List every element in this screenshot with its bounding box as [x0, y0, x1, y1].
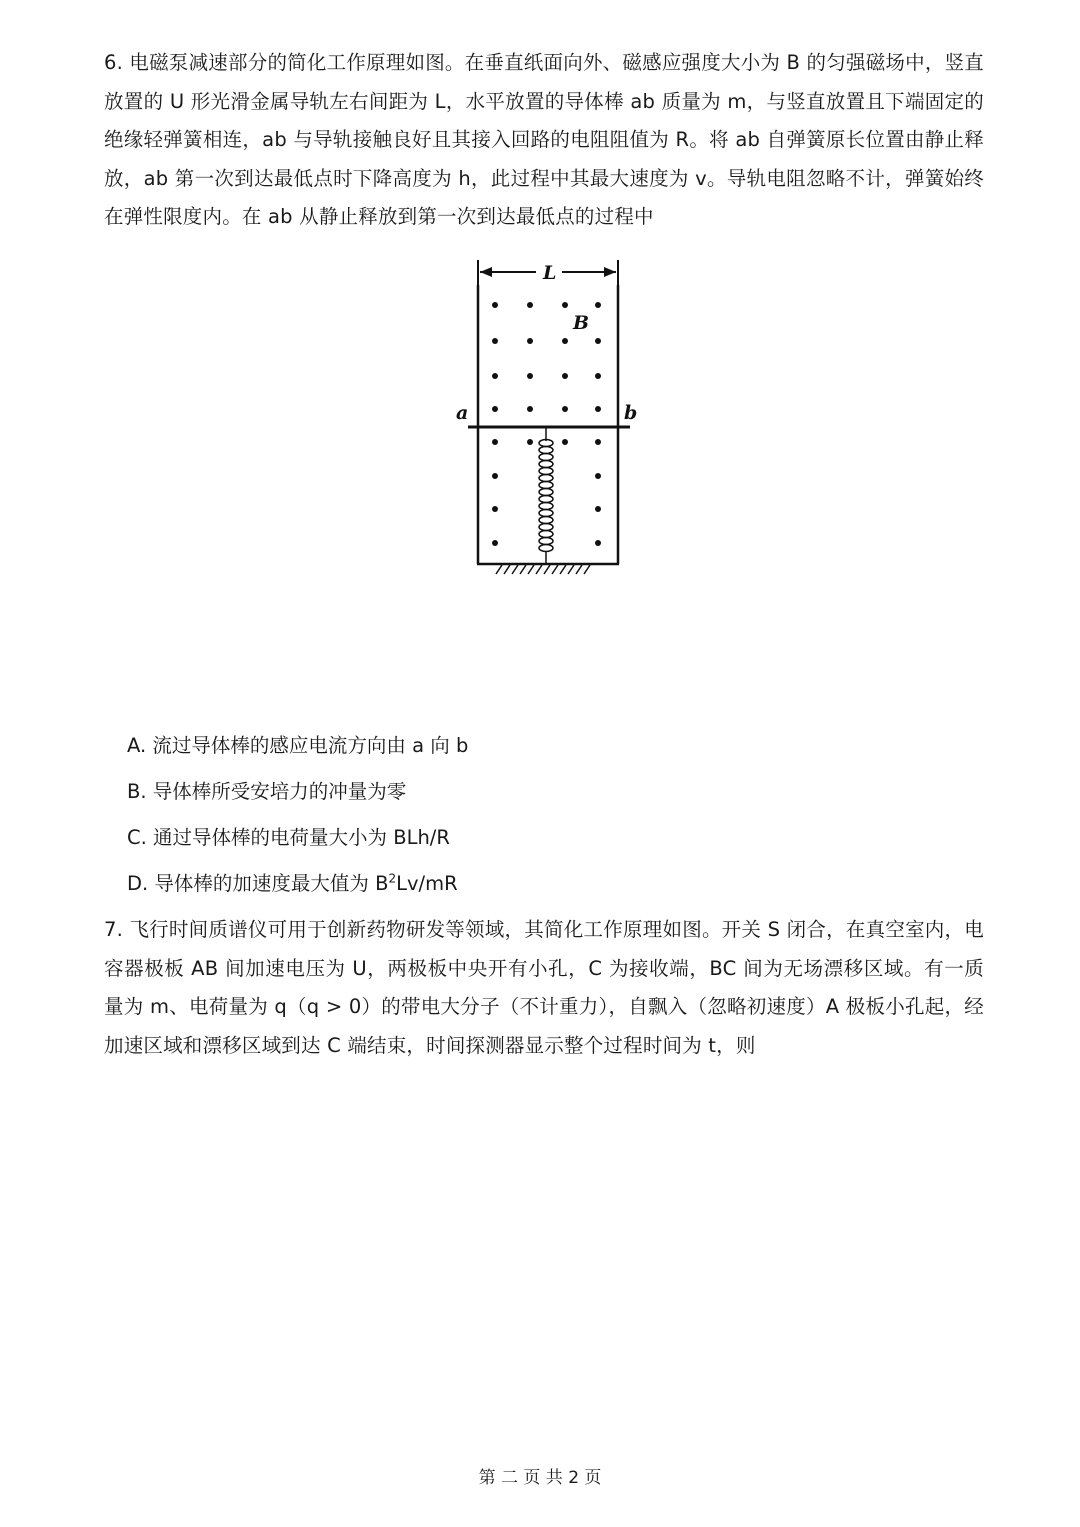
label-b: b — [624, 402, 638, 424]
label-width-L: L — [543, 262, 557, 284]
dimension-arrow-right-icon — [604, 267, 616, 277]
page-footer: 第 二 页 共 2 页 — [478, 1468, 602, 1488]
option-d-exponent: 2 — [388, 871, 397, 886]
label-a: a — [456, 402, 469, 424]
rail-spring-figure — [440, 255, 650, 585]
option-b: B. 导体棒所受安培力的冲量为零 — [127, 780, 407, 803]
question-7-stem: 7. 飞行时间质谱仪可用于创新药物研发等领域，其简化工作原理如图。开关 S 闭合，在真空室内，电容器极板 AB 间加速电压为 U，两极板中央开有小孔，C 为接收端，BC 间为无场漂移区域。有一质量为 m、电荷量为 q（q > 0）的带电大分子（不计重力），自飘入（忽略初速度）A 极板小孔起，经加速区域和漂移区域到达 C 端结束，时间探测器显示整个过程时间为 t，则 — [104, 918, 984, 1057]
question-6-stem: 6. 电磁泵减速部分的简化工作原理如图。在垂直纸面向外、磁感应强度大小为 B 的匀强磁场中，竖直放置的 U 形光滑金属导轨左右间距为 L，水平放置的导体棒 ab 质量为 m，与竖直放置且下端固定的绝缘轻弹簧相连，ab 与导轨接触良好且其接入回路的电阻阻值为 R。将 ab 自弹簧原长位置由静止释放，ab 第一次到达最低点时下降高度为 h，此过程中其最大速度为 v。导轨电阻忽略不计，弹簧始终在弹性限度内。在 ab 从静止释放到第一次到达最低点的过程中 — [104, 51, 984, 229]
option-a: A. 流过导体棒的感应电流方向由 a 向 b — [127, 734, 469, 757]
ground-hatch-icon — [496, 565, 590, 574]
option-d-suffix: Lv/mR — [396, 872, 458, 895]
option-c: C. 通过导体棒的电荷量大小为 BLh/R — [127, 826, 450, 849]
spring-icon — [539, 427, 553, 564]
label-field-B: B — [573, 312, 590, 334]
option-d-prefix: D. 导体棒的加速度最大值为 B — [127, 872, 389, 895]
option-d — [127, 869, 927, 899]
rail-spring-diagram — [440, 255, 650, 585]
dimension-arrow-left-icon — [480, 267, 492, 277]
